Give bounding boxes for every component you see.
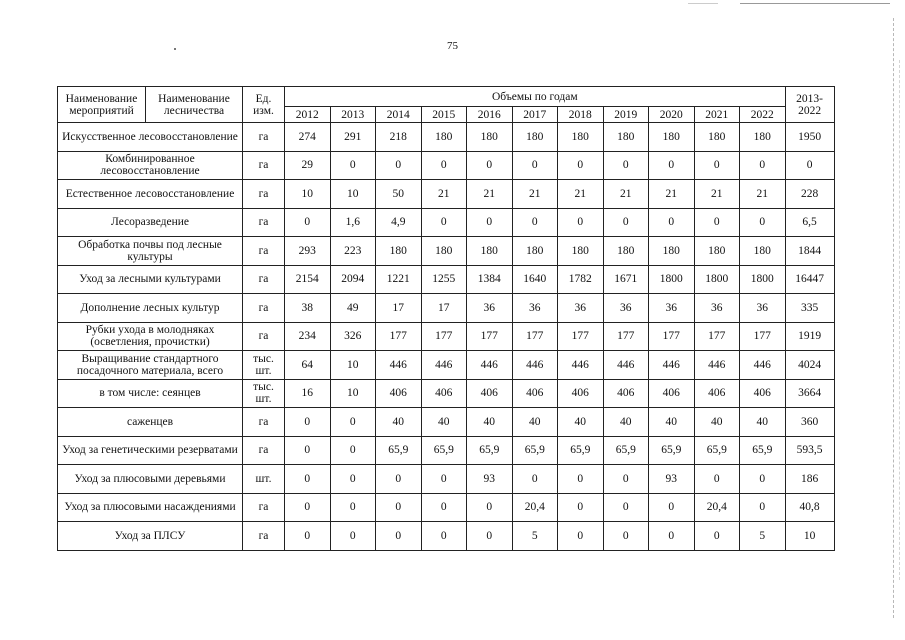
year-value-cell: 0 (330, 522, 376, 551)
year-value-cell: 40 (694, 408, 740, 437)
activity-name-cell: Лесоразведение (58, 208, 243, 237)
header-year: 2019 (603, 107, 649, 123)
year-value-cell: 177 (467, 322, 513, 351)
year-value-cell: 0 (285, 408, 331, 437)
year-value-cell: 0 (694, 522, 740, 551)
year-value-cell: 21 (558, 180, 604, 209)
header-total: 2013-2022 (785, 87, 834, 123)
header-year: 2021 (694, 107, 740, 123)
scan-edge-line (688, 3, 718, 4)
table-row (58, 351, 835, 380)
year-value-cell: 65,9 (740, 436, 786, 465)
year-value-cell: 0 (376, 522, 422, 551)
year-value-cell: 0 (603, 493, 649, 522)
activity-name-cell: Уход за плюсовыми деревьями (58, 465, 243, 494)
unit-cell: га (243, 436, 285, 465)
year-value-cell: 36 (649, 294, 695, 323)
year-value-cell: 2094 (330, 265, 376, 294)
year-value-cell: 65,9 (376, 436, 422, 465)
year-value-cell: 65,9 (421, 436, 467, 465)
header-forestry: Наименование лесничества (146, 87, 243, 123)
year-value-cell: 0 (512, 465, 558, 494)
year-value-cell: 0 (376, 465, 422, 494)
unit-cell: га (243, 123, 285, 152)
year-value-cell: 40 (421, 408, 467, 437)
year-value-cell: 274 (285, 123, 331, 152)
activity-name-cell: Обработка почвы под лесные культуры (58, 237, 243, 266)
unit-cell: га (243, 237, 285, 266)
year-value-cell: 40 (740, 408, 786, 437)
year-value-cell: 0 (467, 493, 513, 522)
total-cell: 3664 (785, 379, 834, 408)
year-value-cell: 180 (512, 123, 558, 152)
unit-cell: тыс. шт. (243, 379, 285, 408)
year-value-cell: 180 (740, 123, 786, 152)
year-value-cell: 0 (467, 151, 513, 180)
year-value-cell: 180 (694, 237, 740, 266)
year-value-cell: 406 (694, 379, 740, 408)
year-value-cell: 0 (558, 522, 604, 551)
activity-name-cell: саженцев (58, 408, 243, 437)
header-year: 2016 (467, 107, 513, 123)
activity-name-cell: Уход за ПЛСУ (58, 522, 243, 551)
year-value-cell: 291 (330, 123, 376, 152)
year-value-cell: 36 (603, 294, 649, 323)
year-value-cell: 180 (740, 237, 786, 266)
year-value-cell: 1800 (649, 265, 695, 294)
year-value-cell: 40 (649, 408, 695, 437)
year-value-cell: 0 (421, 522, 467, 551)
header-year: 2012 (285, 107, 331, 123)
year-value-cell: 1255 (421, 265, 467, 294)
year-value-cell: 0 (740, 208, 786, 237)
year-value-cell: 0 (285, 522, 331, 551)
total-cell: 40,8 (785, 493, 834, 522)
activity-name-cell: Дополнение лесных культур (58, 294, 243, 323)
header-year: 2020 (649, 107, 695, 123)
year-value-cell: 21 (694, 180, 740, 209)
year-value-cell: 406 (376, 379, 422, 408)
year-value-cell: 93 (467, 465, 513, 494)
year-value-cell: 0 (558, 208, 604, 237)
table-row (58, 379, 835, 408)
year-value-cell: 177 (603, 322, 649, 351)
scan-edge-line (740, 3, 890, 4)
activity-name-cell: Уход за лесными культурами (58, 265, 243, 294)
activity-name-cell: в том числе: сеянцев (58, 379, 243, 408)
scan-edge-dashes (899, 60, 900, 580)
year-value-cell: 0 (603, 465, 649, 494)
year-value-cell: 0 (694, 151, 740, 180)
year-value-cell: 180 (603, 237, 649, 266)
year-value-cell: 177 (376, 322, 422, 351)
table-row (58, 493, 835, 522)
year-value-cell: 0 (285, 465, 331, 494)
year-value-cell: 0 (694, 465, 740, 494)
table-row (58, 294, 835, 323)
total-cell: 228 (785, 180, 834, 209)
year-value-cell: 50 (376, 180, 422, 209)
year-value-cell: 0 (603, 208, 649, 237)
table-row (58, 123, 835, 152)
activity-name-cell: Уход за плюсовыми насаждениями (58, 493, 243, 522)
year-value-cell: 1782 (558, 265, 604, 294)
activity-name-cell: Естественное лесовосстановление (58, 180, 243, 209)
unit-cell: га (243, 265, 285, 294)
year-value-cell: 21 (467, 180, 513, 209)
year-value-cell: 20,4 (512, 493, 558, 522)
header-volumes-by-year: Объемы по годам (285, 87, 786, 107)
year-value-cell: 406 (467, 379, 513, 408)
table-row (58, 208, 835, 237)
total-cell: 186 (785, 465, 834, 494)
activity-name-cell: Искусственное лесовосстановление (58, 123, 243, 152)
year-value-cell: 1800 (740, 265, 786, 294)
unit-cell: га (243, 208, 285, 237)
year-value-cell: 36 (512, 294, 558, 323)
scan-edge-dashes (893, 18, 894, 618)
table-row (58, 322, 835, 351)
year-value-cell: 446 (558, 351, 604, 380)
year-value-cell: 5 (740, 522, 786, 551)
page-number: 75 (447, 40, 458, 52)
year-value-cell: 446 (740, 351, 786, 380)
year-value-cell: 406 (603, 379, 649, 408)
total-cell: 335 (785, 294, 834, 323)
year-value-cell: 0 (512, 208, 558, 237)
table-row (58, 408, 835, 437)
year-value-cell: 65,9 (603, 436, 649, 465)
total-cell: 0 (785, 151, 834, 180)
table-row (58, 237, 835, 266)
table-row (58, 436, 835, 465)
year-value-cell: 406 (649, 379, 695, 408)
year-value-cell: 180 (421, 237, 467, 266)
year-value-cell: 1800 (694, 265, 740, 294)
year-value-cell: 0 (740, 465, 786, 494)
year-value-cell: 446 (512, 351, 558, 380)
header-year: 2014 (376, 107, 422, 123)
year-value-cell: 0 (421, 493, 467, 522)
year-value-cell: 406 (558, 379, 604, 408)
year-value-cell: 180 (558, 237, 604, 266)
year-value-cell: 1221 (376, 265, 422, 294)
header-activity: Наименование мероприятий (58, 87, 146, 123)
year-value-cell: 40 (558, 408, 604, 437)
year-value-cell: 29 (285, 151, 331, 180)
year-value-cell: 10 (330, 180, 376, 209)
year-value-cell: 10 (285, 180, 331, 209)
year-value-cell: 0 (649, 208, 695, 237)
total-cell: 6,5 (785, 208, 834, 237)
year-value-cell: 21 (740, 180, 786, 209)
year-value-cell: 17 (421, 294, 467, 323)
total-cell: 4024 (785, 351, 834, 380)
year-value-cell: 406 (740, 379, 786, 408)
year-value-cell: 177 (421, 322, 467, 351)
year-value-cell: 180 (376, 237, 422, 266)
year-value-cell: 180 (649, 237, 695, 266)
year-value-cell: 0 (421, 208, 467, 237)
year-value-cell: 0 (467, 522, 513, 551)
unit-cell: тыс. шт. (243, 351, 285, 380)
unit-cell: га (243, 180, 285, 209)
year-value-cell: 5 (512, 522, 558, 551)
year-value-cell: 36 (740, 294, 786, 323)
activity-name-cell: Уход за генетическими резерватами (58, 436, 243, 465)
year-value-cell: 0 (740, 151, 786, 180)
year-value-cell: 446 (467, 351, 513, 380)
activity-name-cell: Выращивание стандартного посадочного материала, всего (58, 351, 243, 380)
year-value-cell: 0 (603, 522, 649, 551)
year-value-cell: 0 (330, 465, 376, 494)
year-value-cell: 234 (285, 322, 331, 351)
year-value-cell: 0 (558, 493, 604, 522)
year-value-cell: 177 (649, 322, 695, 351)
year-value-cell: 446 (376, 351, 422, 380)
year-value-cell: 0 (558, 465, 604, 494)
header-unit: Ед. изм. (243, 87, 285, 123)
table-row (58, 465, 835, 494)
year-value-cell: 446 (649, 351, 695, 380)
year-value-cell: 0 (467, 208, 513, 237)
year-value-cell: 65,9 (512, 436, 558, 465)
year-value-cell: 40 (376, 408, 422, 437)
year-value-cell: 177 (740, 322, 786, 351)
year-value-cell: 180 (603, 123, 649, 152)
header-year: 2017 (512, 107, 558, 123)
year-value-cell: 21 (649, 180, 695, 209)
unit-cell: шт. (243, 465, 285, 494)
year-value-cell: 40 (603, 408, 649, 437)
year-value-cell: 0 (285, 208, 331, 237)
header-year: 2022 (740, 107, 786, 123)
year-value-cell: 0 (330, 408, 376, 437)
year-value-cell: 0 (649, 522, 695, 551)
unit-cell: га (243, 294, 285, 323)
header-year: 2015 (421, 107, 467, 123)
year-value-cell: 49 (330, 294, 376, 323)
year-value-cell: 40 (512, 408, 558, 437)
year-value-cell: 177 (558, 322, 604, 351)
year-value-cell: 2154 (285, 265, 331, 294)
year-value-cell: 65,9 (467, 436, 513, 465)
year-value-cell: 0 (694, 208, 740, 237)
year-value-cell: 326 (330, 322, 376, 351)
total-cell: 10 (785, 522, 834, 551)
year-value-cell: 36 (558, 294, 604, 323)
scan-speck (174, 48, 176, 50)
year-value-cell: 0 (376, 151, 422, 180)
year-value-cell: 180 (421, 123, 467, 152)
year-value-cell: 406 (512, 379, 558, 408)
year-value-cell: 0 (512, 151, 558, 180)
year-value-cell: 10 (330, 379, 376, 408)
year-value-cell: 446 (694, 351, 740, 380)
year-value-cell: 1384 (467, 265, 513, 294)
year-value-cell: 446 (603, 351, 649, 380)
year-value-cell: 21 (421, 180, 467, 209)
year-value-cell: 0 (285, 436, 331, 465)
year-value-cell: 0 (558, 151, 604, 180)
year-value-cell: 1,6 (330, 208, 376, 237)
total-cell: 1844 (785, 237, 834, 266)
year-value-cell: 10 (330, 351, 376, 380)
unit-cell: га (243, 408, 285, 437)
year-value-cell: 1640 (512, 265, 558, 294)
year-value-cell: 180 (558, 123, 604, 152)
year-value-cell: 406 (421, 379, 467, 408)
year-value-cell: 177 (512, 322, 558, 351)
year-value-cell: 1671 (603, 265, 649, 294)
year-value-cell: 446 (421, 351, 467, 380)
year-value-cell: 64 (285, 351, 331, 380)
year-value-cell: 36 (467, 294, 513, 323)
year-value-cell: 0 (330, 493, 376, 522)
header-year: 2013 (330, 107, 376, 123)
year-value-cell: 0 (330, 151, 376, 180)
year-value-cell: 20,4 (694, 493, 740, 522)
total-cell: 360 (785, 408, 834, 437)
year-value-cell: 4,9 (376, 208, 422, 237)
total-cell: 1919 (785, 322, 834, 351)
year-value-cell: 0 (421, 151, 467, 180)
table-row (58, 180, 835, 209)
year-value-cell: 21 (512, 180, 558, 209)
year-value-cell: 65,9 (558, 436, 604, 465)
header-row (58, 87, 835, 107)
year-value-cell: 40 (467, 408, 513, 437)
year-value-cell: 65,9 (694, 436, 740, 465)
year-value-cell: 0 (285, 493, 331, 522)
table-row (58, 522, 835, 551)
total-cell: 1950 (785, 123, 834, 152)
year-value-cell: 16 (285, 379, 331, 408)
year-value-cell: 180 (512, 237, 558, 266)
table-row (58, 265, 835, 294)
year-value-cell: 93 (649, 465, 695, 494)
unit-cell: га (243, 151, 285, 180)
header-year: 2018 (558, 107, 604, 123)
year-value-cell: 0 (421, 465, 467, 494)
year-value-cell: 0 (649, 151, 695, 180)
unit-cell: га (243, 493, 285, 522)
total-cell: 593,5 (785, 436, 834, 465)
year-value-cell: 38 (285, 294, 331, 323)
forestry-volumes-table (57, 86, 835, 551)
total-cell: 16447 (785, 265, 834, 294)
year-value-cell: 21 (603, 180, 649, 209)
activity-name-cell: Рубки ухода в молодняках (осветления, прочистки) (58, 322, 243, 351)
year-value-cell: 218 (376, 123, 422, 152)
year-value-cell: 0 (376, 493, 422, 522)
year-value-cell: 65,9 (649, 436, 695, 465)
year-value-cell: 0 (740, 493, 786, 522)
year-value-cell: 293 (285, 237, 331, 266)
year-value-cell: 17 (376, 294, 422, 323)
unit-cell: га (243, 522, 285, 551)
year-value-cell: 0 (330, 436, 376, 465)
year-value-cell: 36 (694, 294, 740, 323)
year-value-cell: 180 (467, 123, 513, 152)
unit-cell: га (243, 322, 285, 351)
year-value-cell: 0 (649, 493, 695, 522)
year-value-cell: 180 (649, 123, 695, 152)
year-value-cell: 180 (467, 237, 513, 266)
year-value-cell: 223 (330, 237, 376, 266)
table-row (58, 151, 835, 180)
year-value-cell: 177 (694, 322, 740, 351)
year-value-cell: 180 (694, 123, 740, 152)
year-value-cell: 0 (603, 151, 649, 180)
activity-name-cell: Комбинированное лесовосстановление (58, 151, 243, 180)
